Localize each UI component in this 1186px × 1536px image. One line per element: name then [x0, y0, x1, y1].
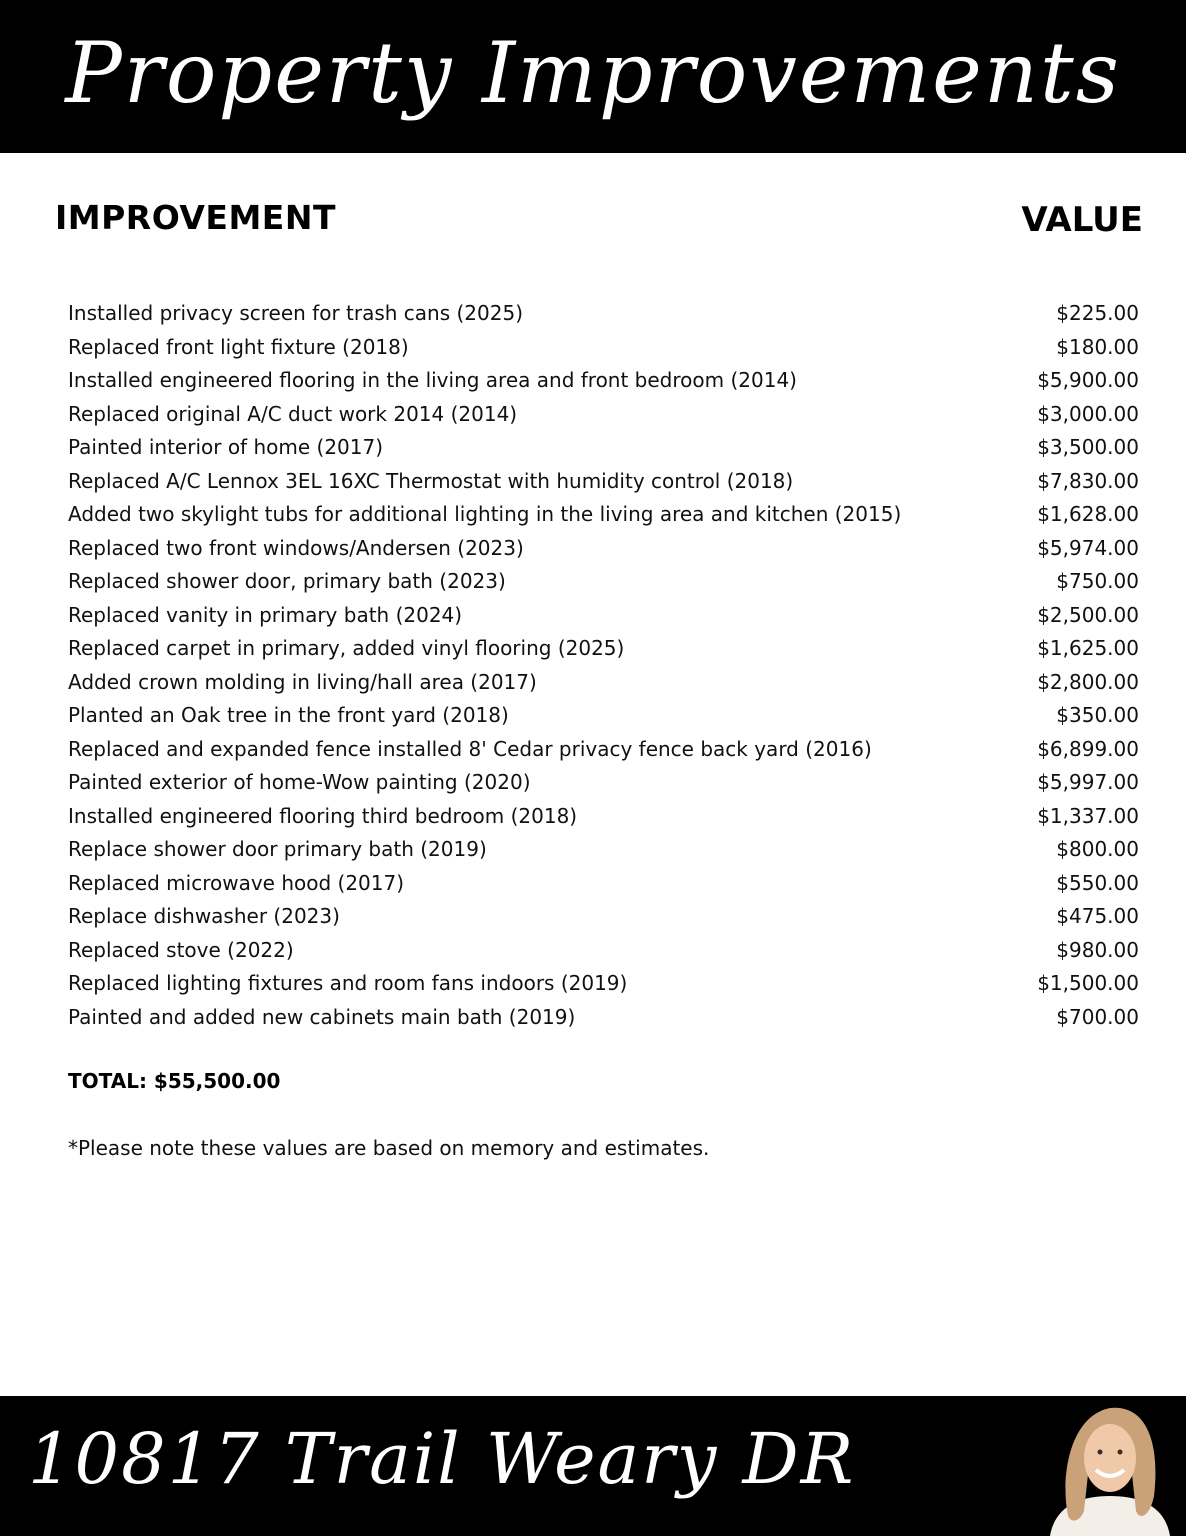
improvement-column-header: IMPROVEMENT: [55, 198, 336, 237]
improvement-value: $6,899.00: [1037, 736, 1139, 761]
improvement-list: [68, 297, 1144, 1034]
improvement-value: $2,500.00: [1037, 602, 1139, 627]
header-band: [0, 0, 1186, 153]
improvement-description: Replaced lighting fixtures and room fans indoors (2019): [68, 971, 628, 995]
table-row: [68, 867, 1144, 901]
table-row: [68, 766, 1144, 800]
improvement-description: Installed privacy screen for trash cans (2025): [68, 301, 523, 325]
property-address: 10817 Trail Weary DR: [28, 1418, 856, 1500]
improvement-value: $1,500.00: [1037, 971, 1139, 995]
improvement-value: $2,800.00: [1037, 669, 1139, 694]
value-column-header: VALUE: [1021, 200, 1143, 240]
footer-band: [0, 1396, 1186, 1536]
agent-photo: [1030, 1396, 1186, 1536]
improvement-description: Replaced A/C Lennox 3EL 16XC Thermostat with humidity control (2018): [68, 468, 794, 493]
table-row: [68, 1001, 1144, 1035]
improvement-value: $475.00: [1056, 904, 1139, 928]
improvement-value: $550.00: [1056, 870, 1139, 895]
improvement-value: $1,625.00: [1037, 636, 1139, 660]
table-row: [68, 967, 1144, 1001]
table-row: [68, 364, 1144, 398]
improvement-description: Painted exterior of home-Wow painting (2020): [68, 770, 531, 794]
improvement-description: Replaced two front windows/Andersen (2023): [68, 535, 524, 560]
improvement-description: Added crown molding in living/hall area (2017): [68, 669, 537, 694]
improvement-value: $700.00: [1056, 1004, 1139, 1029]
improvement-value: $7,830.00: [1037, 468, 1139, 493]
page-title: Property Improvements: [65, 24, 1121, 122]
improvement-description: Installed engineered flooring third bedroom (2018): [68, 803, 578, 828]
improvement-description: Replaced microwave hood (2017): [68, 870, 405, 895]
improvement-description: Replaced carpet in primary, added vinyl flooring (2025): [68, 636, 625, 660]
improvement-description: Planted an Oak tree in the front yard (2018): [68, 703, 509, 727]
improvement-value: $5,900.00: [1037, 368, 1139, 392]
table-row: [68, 599, 1144, 633]
table-row: [68, 431, 1144, 465]
improvement-value: $5,974.00: [1037, 535, 1139, 560]
improvement-value: $350.00: [1056, 703, 1139, 727]
table-row: [68, 465, 1144, 499]
table-row: [68, 733, 1144, 767]
improvement-description: Added two skylight tubs for additional lighting in the living area and kitchen (2015): [68, 502, 902, 526]
improvement-value: $800.00: [1056, 837, 1139, 861]
improvement-value: $180.00: [1056, 334, 1139, 359]
improvement-value: $1,337.00: [1037, 803, 1139, 828]
improvement-value: $3,500.00: [1037, 435, 1139, 459]
table-row: [68, 498, 1144, 532]
improvement-value: $225.00: [1056, 301, 1139, 325]
table-row: [68, 666, 1144, 700]
improvement-description: Painted interior of home (2017): [68, 435, 384, 459]
improvement-description: Replaced front light fixture (2018): [68, 334, 409, 359]
table-row: [68, 699, 1144, 733]
total-amount: TOTAL: $55,500.00: [68, 1069, 281, 1093]
improvement-description: Replaced and expanded fence installed 8' Cedar privacy fence back yard (2016): [68, 736, 872, 761]
table-row: [68, 900, 1144, 934]
table-row: [68, 331, 1144, 365]
improvement-description: Replace dishwasher (2023): [68, 904, 340, 928]
table-row: [68, 800, 1144, 834]
agent-portrait-icon: [1030, 1396, 1186, 1536]
table-row: [68, 297, 1144, 331]
improvement-value: $750.00: [1056, 569, 1139, 593]
improvement-value: $5,997.00: [1037, 770, 1139, 794]
estimate-note: *Please note these values are based on memory and estimates.: [68, 1136, 710, 1160]
improvement-description: Installed engineered flooring in the living area and front bedroom (2014): [68, 368, 797, 392]
improvement-value: $980.00: [1056, 937, 1139, 962]
improvement-description: Painted and added new cabinets main bath (2019): [68, 1004, 576, 1029]
improvement-value: $1,628.00: [1037, 502, 1139, 526]
table-row: [68, 398, 1144, 432]
improvement-value: $3,000.00: [1037, 401, 1139, 426]
table-row: [68, 632, 1144, 666]
table-row: [68, 934, 1144, 968]
table-row: [68, 532, 1144, 566]
improvement-description: Replaced original A/C duct work 2014 (2014): [68, 401, 518, 426]
table-row: [68, 833, 1144, 867]
improvement-description: Replaced vanity in primary bath (2024): [68, 602, 463, 627]
improvement-description: Replaced stove (2022): [68, 937, 294, 962]
improvement-description: Replaced shower door, primary bath (2023): [68, 569, 506, 593]
improvement-description: Replace shower door primary bath (2019): [68, 837, 487, 861]
table-row: [68, 565, 1144, 599]
